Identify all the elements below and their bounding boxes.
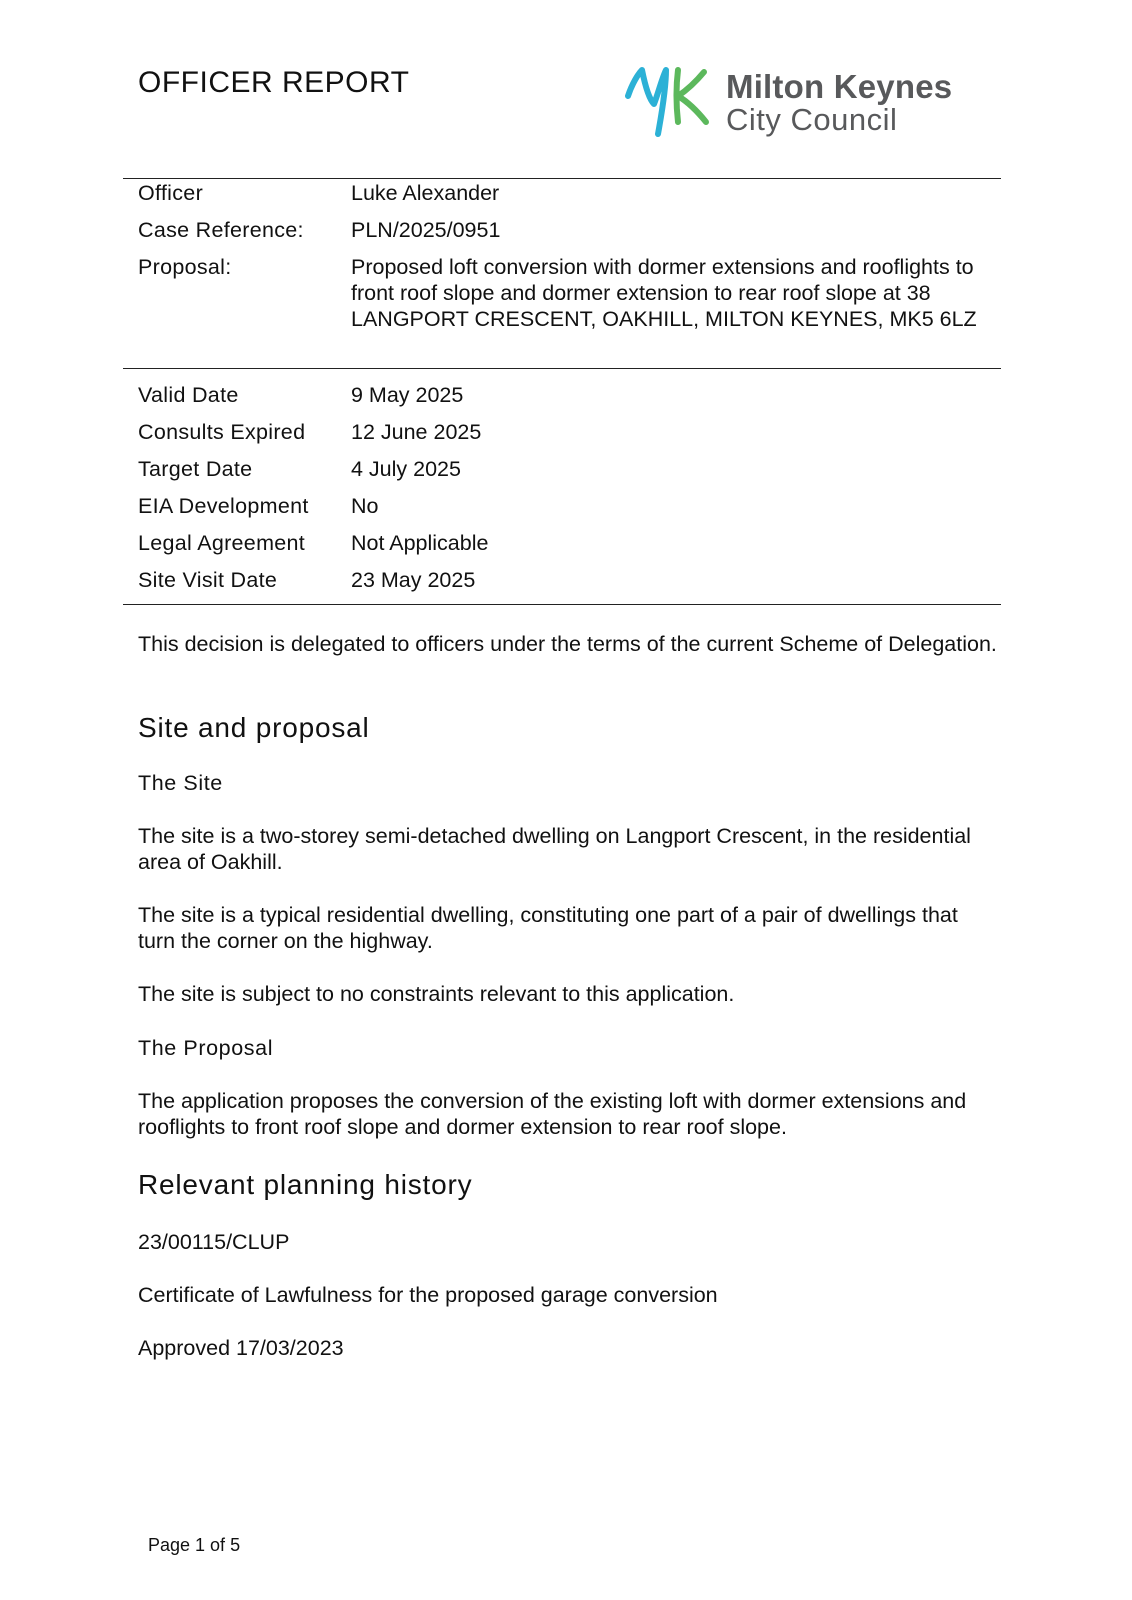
detail-label: Proposal: [138, 255, 232, 279]
section-heading-planning-history: Relevant planning history [138, 1169, 473, 1200]
history-decision: Approved 17/03/2023 [138, 1336, 344, 1360]
page-title: OFFICER REPORT [138, 66, 410, 99]
date-label: Legal Agreement [138, 531, 306, 555]
date-label: Target Date [138, 457, 253, 481]
proposal-paragraph: The application proposes the conversion of the existing loft with dormer extensions and rooflights to front roof slope and dormer extension to rear roof slope. [138, 1089, 967, 1139]
date-value: 23 May 2025 [351, 568, 476, 592]
detail-value: PLN/2025/0951 [351, 218, 501, 242]
date-value: No [351, 494, 379, 518]
detail-value: Proposed loft conversion with dormer extensions and rooflights to front roof slope and dormer extension to rear roof slope at 38 LANGPORT CRESCENT, OAKHILL, MILTON KEYNES, MK5 6LZ [351, 255, 977, 331]
date-value: 12 June 2025 [351, 420, 482, 444]
detail-value: Luke Alexander [351, 181, 500, 205]
site-paragraph: The site is subject to no constraints relevant to this application. [138, 982, 735, 1006]
logo-text-line2: City Council [726, 102, 898, 137]
date-label: Site Visit Date [138, 568, 278, 592]
history-reference: 23/00115/CLUP [138, 1230, 290, 1254]
subheading-the-site: The Site [138, 771, 223, 795]
page-number: Page 1 of 5 [148, 1535, 241, 1555]
date-label: EIA Development [138, 494, 309, 518]
detail-label: Officer [138, 181, 204, 205]
site-paragraph: The site is a two-storey semi-detached dwelling on Langport Crescent, in the residential area of Oakhill. [138, 824, 971, 874]
date-label: Valid Date [138, 383, 239, 407]
section-heading-site-and-proposal: Site and proposal [138, 712, 370, 743]
detail-label: Case Reference: [138, 218, 304, 242]
divider [123, 604, 1001, 605]
date-value: Not Applicable [351, 531, 489, 555]
date-label: Consults Expired [138, 420, 306, 444]
mk-logo-icon [620, 64, 720, 144]
date-value: 4 July 2025 [351, 457, 461, 481]
subheading-the-proposal: The Proposal [138, 1036, 274, 1060]
history-description: Certificate of Lawfulness for the proposed garage conversion [138, 1283, 718, 1307]
logo-text-line1: Milton Keynes [726, 68, 953, 105]
divider [123, 178, 1001, 179]
delegation-paragraph: This decision is delegated to officers under the terms of the current Scheme of Delegation. [138, 632, 997, 656]
date-value: 9 May 2025 [351, 383, 464, 407]
site-paragraph: The site is a typical residential dwelling, constituting one part of a pair of dwellings that turn the corner on the highway. [138, 903, 958, 953]
divider [123, 368, 1001, 369]
council-logo [620, 64, 1000, 144]
